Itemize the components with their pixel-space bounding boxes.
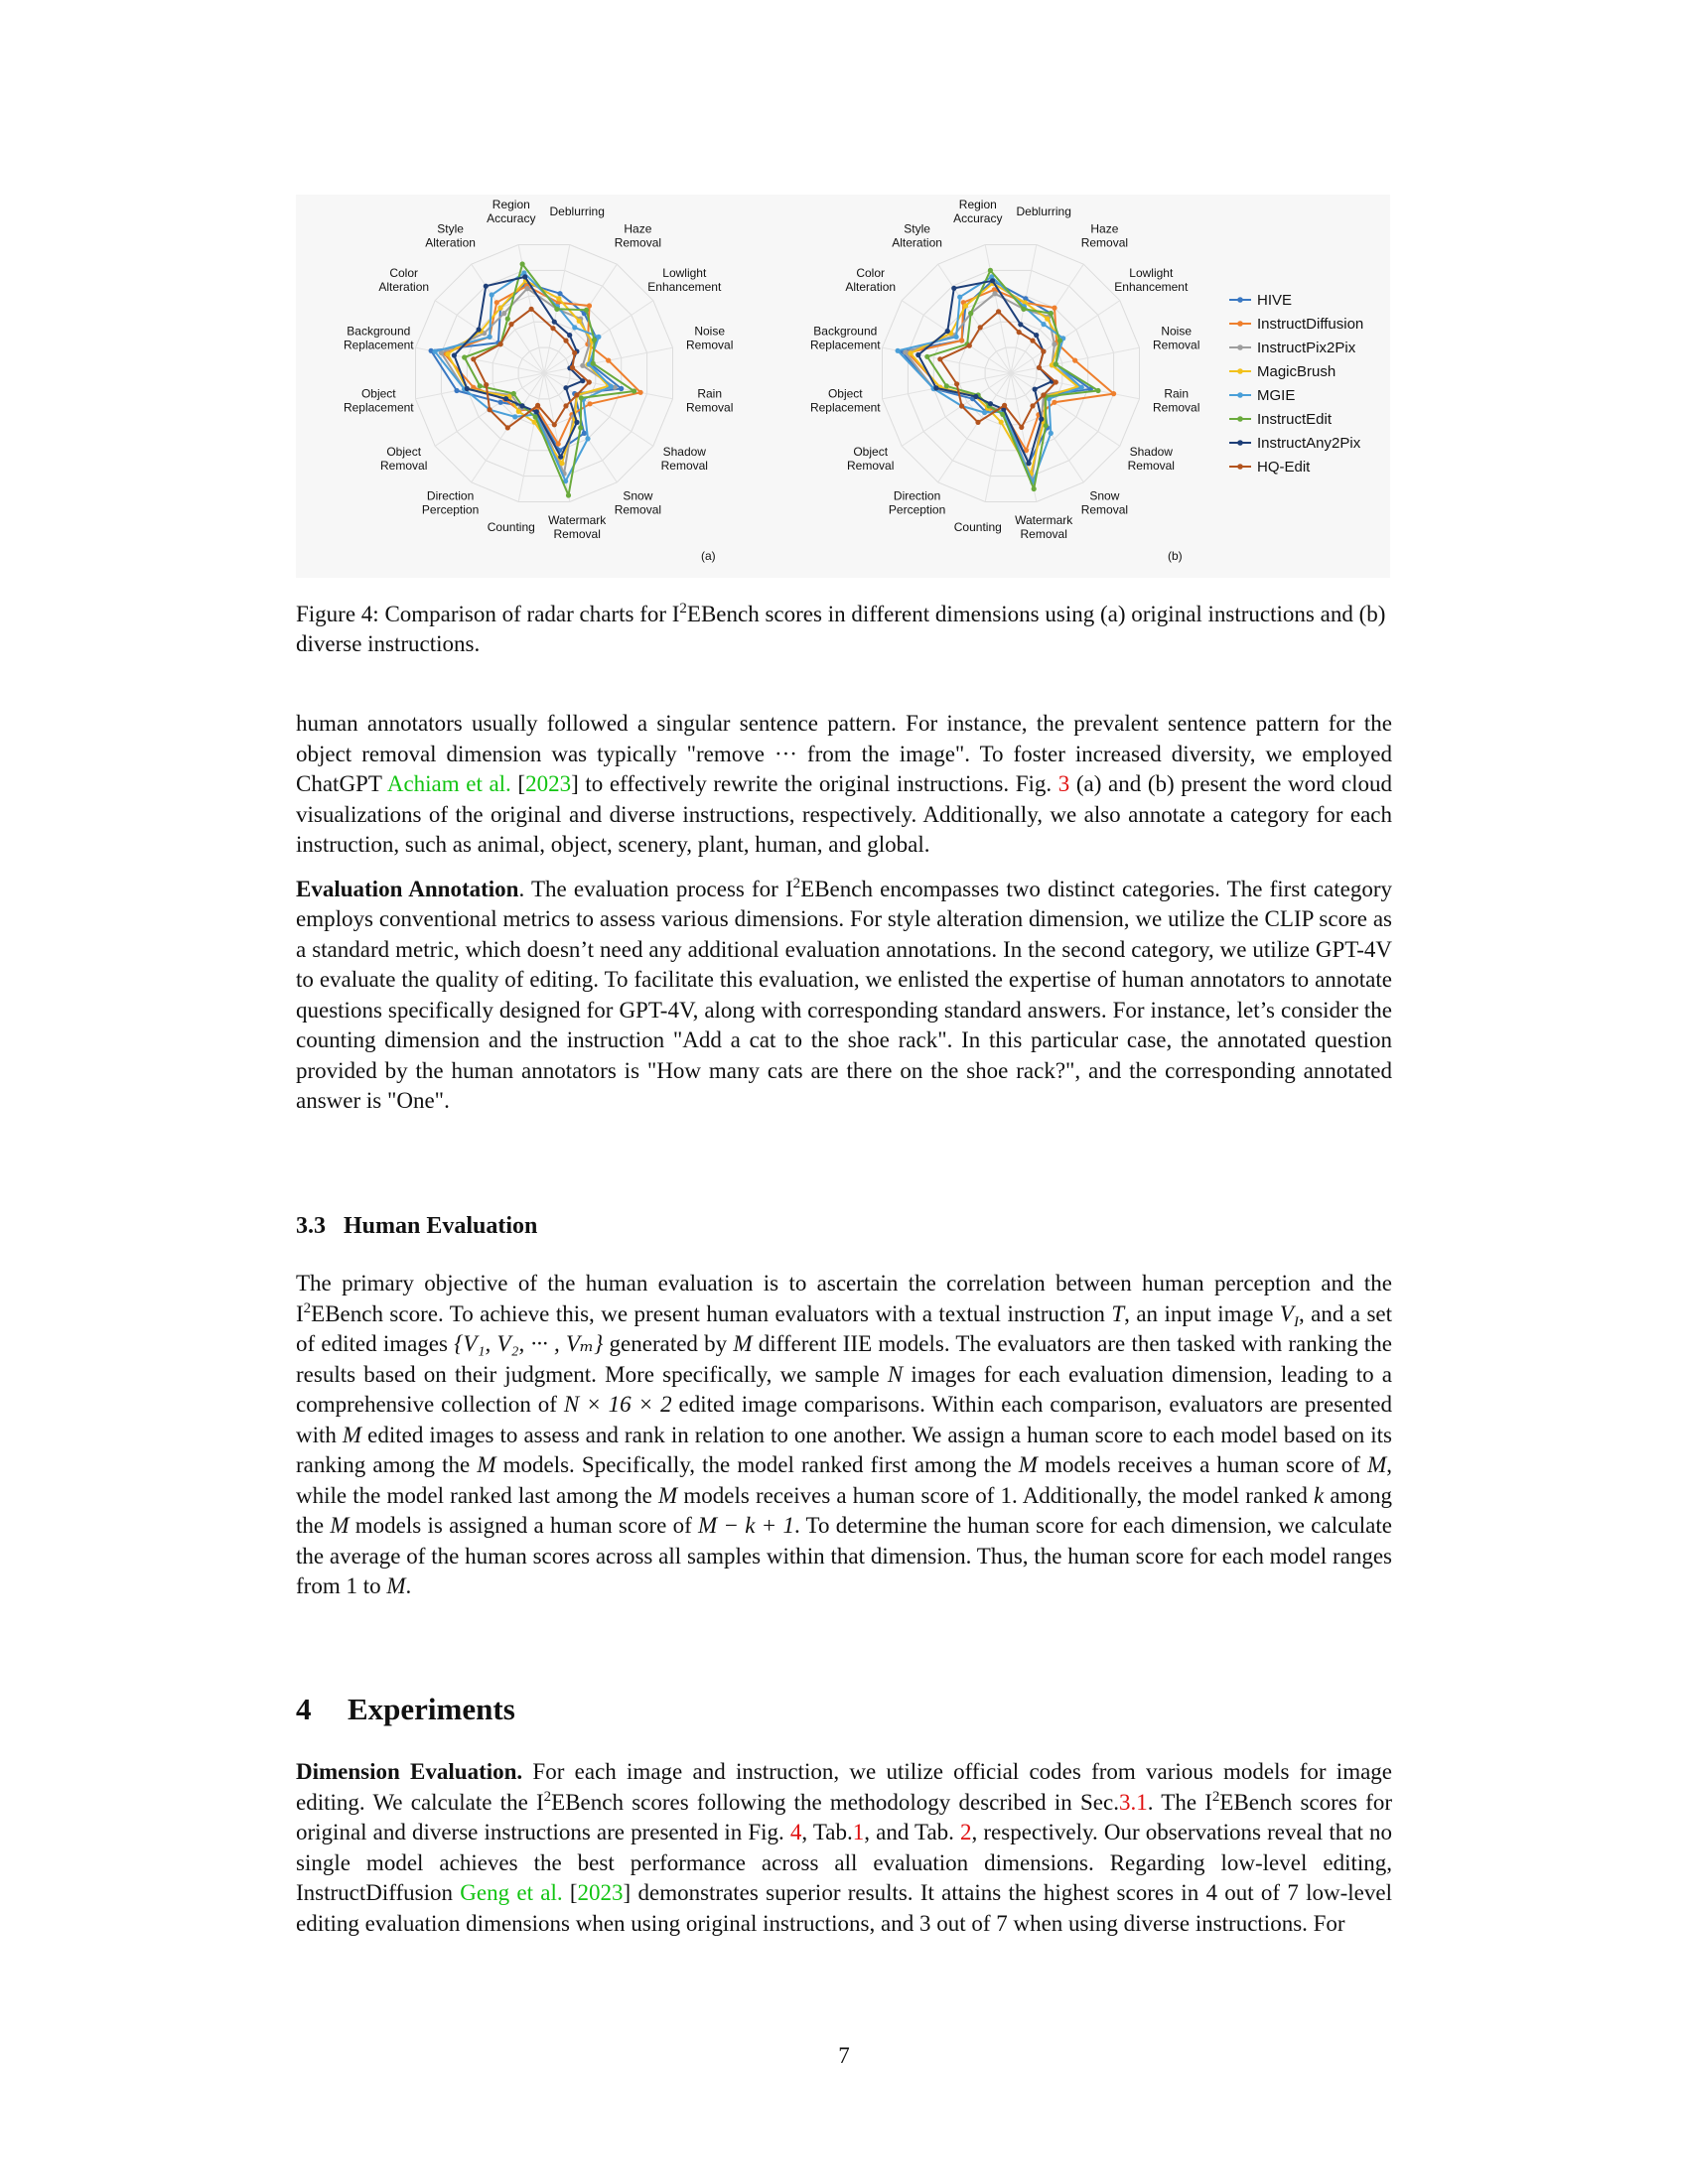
radar-axis-label: Region Accuracy <box>953 198 1003 226</box>
figure-ref-link[interactable]: 3 <box>1057 771 1070 796</box>
body-experiments <box>296 1757 1392 1953</box>
radar-axis-label: Background Replacement <box>343 324 414 352</box>
radar-point <box>957 295 962 300</box>
radar-point <box>1052 306 1056 311</box>
radar-point <box>488 407 492 412</box>
radar-point <box>1041 322 1046 327</box>
radar-axis-label: Object Replacement <box>343 386 414 415</box>
radar-point <box>557 291 562 296</box>
radar-axis-label: Region Accuracy <box>487 198 536 226</box>
radar-point <box>508 322 513 327</box>
radar-point <box>587 303 592 308</box>
table-ref-link[interactable]: 2 <box>960 1820 972 1844</box>
radar-point <box>452 352 457 357</box>
radar-point <box>577 319 582 324</box>
radar-point <box>503 396 508 401</box>
radar-point <box>1037 365 1042 370</box>
section-ref-link[interactable]: 3.1 <box>1118 1789 1148 1815</box>
radar-point <box>578 425 583 430</box>
radar-point <box>1017 330 1022 335</box>
section-heading-4: 4 Experiments <box>296 1692 515 1726</box>
citation-year-link[interactable]: 2023 <box>525 771 572 796</box>
radar-point <box>619 386 624 391</box>
radar-point <box>572 325 577 330</box>
page-number: 7 <box>838 2043 850 2068</box>
radar-point <box>529 307 534 312</box>
radar-point <box>903 349 908 354</box>
radar-point <box>471 356 476 361</box>
legend-marker <box>1237 464 1243 470</box>
radar-point <box>462 354 467 359</box>
radar-point <box>558 455 563 460</box>
radar-point <box>432 349 437 354</box>
radar-axis-label: Rain Removal <box>686 386 734 415</box>
radar-point <box>988 401 993 406</box>
radar-point <box>933 385 938 390</box>
radar-point <box>454 388 459 393</box>
section-heading-3-3: 3.3 Human Evaluation <box>296 1213 538 1239</box>
body-human-eval <box>296 1269 1392 1616</box>
radar-point <box>1111 391 1116 396</box>
radar-axis-label: Snow Removal <box>614 488 662 517</box>
radar-point <box>1032 486 1037 491</box>
radar-point <box>445 351 450 356</box>
radar-point <box>1041 392 1046 397</box>
radar-point <box>591 361 596 366</box>
radar-point <box>945 329 950 334</box>
radar-point <box>1057 338 1062 342</box>
radar-axis-label: Lowlight Enhancement <box>647 266 722 294</box>
radar-point <box>556 296 561 301</box>
radar-point <box>999 420 1004 425</box>
radar-point <box>522 274 527 279</box>
radar-axis-label: Haze Removal <box>614 221 662 250</box>
radar-point <box>552 422 557 427</box>
radar-axis-label: Background Replacement <box>809 324 881 352</box>
radar-point <box>1030 403 1035 408</box>
radar-axis-label: Noise Removal <box>1153 324 1200 352</box>
radar-point <box>570 365 575 370</box>
radar-point <box>1034 333 1039 338</box>
radar-axis-label: Shadow Removal <box>660 445 708 473</box>
radar-point <box>520 261 525 266</box>
panel-label: (b) <box>1168 549 1183 563</box>
radar-point <box>1054 361 1058 366</box>
table-ref-link[interactable]: 1 <box>852 1820 865 1844</box>
radar-axis-label: Style Alteration <box>425 221 476 250</box>
body-top <box>296 709 1392 1131</box>
radar-point <box>554 307 559 312</box>
radar-point <box>937 356 942 361</box>
radar-point <box>988 268 993 273</box>
radar-axis-label: Noise Removal <box>686 324 734 352</box>
radar-point <box>563 403 568 408</box>
radar-point <box>975 420 980 425</box>
radar-point <box>505 317 510 322</box>
legend-entry: HIVE <box>1257 292 1293 309</box>
radar-point <box>1021 307 1026 312</box>
radar-point <box>550 326 555 331</box>
radar-point <box>973 394 978 399</box>
radar-point <box>951 286 956 291</box>
radar-figure <box>296 195 1390 578</box>
radar-point <box>494 300 499 305</box>
radar-point <box>1041 348 1046 353</box>
radar-point <box>490 292 494 297</box>
radar-point <box>1030 339 1035 343</box>
radar-point <box>552 320 557 325</box>
radar-point <box>535 403 540 408</box>
legend-entry: InstructEdit <box>1257 411 1333 428</box>
legend-entry: InstructPix2Pix <box>1257 340 1356 356</box>
radar-point <box>1079 385 1084 390</box>
radar-point <box>896 348 901 353</box>
radar-point <box>572 350 577 355</box>
paragraph-dimension-evaluation: Dimension Evaluation. For each image and instruction, we utilize official codes from various models for image editing. We calculate the $I^2EBench$ scores following the methodology described in Sec.3.1. The $I^2EBench$ scores for original and diverse instructions are presented in Fig. 4, Tab.1, and Tab. 2, respectively. Our observations reveal that no single model achieves the best performance across all evaluation dimensions. Regarding low-level editing, InstructDiffusion Geng et al. [2023] demonstrates superior results. It attains the highest scores in 4 out of 7 low-level editing evaluation dimensions when using original instructions, and 3 out of 7 when using diverse instructions. For <box>296 1759 1392 1936</box>
radar-point <box>992 291 997 296</box>
radar-point <box>1095 388 1100 393</box>
radar-point <box>519 403 524 408</box>
radar-axis-label: Object Replacement <box>809 386 881 415</box>
radar-point <box>511 391 516 396</box>
radar-point <box>596 335 601 340</box>
radar-axis-label: Deblurring <box>549 205 605 219</box>
radar-point <box>484 382 489 387</box>
legend-marker <box>1237 368 1243 374</box>
radar-point <box>484 284 489 289</box>
radar-point <box>959 338 964 342</box>
radar-point <box>1049 311 1054 316</box>
radar-point <box>1072 358 1077 363</box>
figure-caption: Figure 4: Comparison of radar charts for $I^2EBench$ scores in different dimensions using (a) original instructions and (b) diverse instructions. <box>296 601 1386 656</box>
radar-point <box>967 343 972 348</box>
radar-axis-label: Object Removal <box>847 445 895 473</box>
radar-point <box>990 278 995 283</box>
radar-axis-label: Color Alteration <box>845 266 897 294</box>
radar-point <box>1052 400 1056 405</box>
radar-point <box>566 492 571 497</box>
radar-axis-label: Color Alteration <box>378 266 430 294</box>
radar-point <box>968 311 973 316</box>
radar-axis-label: Style Alteration <box>892 221 942 250</box>
legend-entry: InstructDiffusion <box>1257 316 1364 333</box>
radar-point <box>944 383 949 388</box>
radar-axis-label: Haze Removal <box>1080 221 1129 250</box>
radar-point <box>488 335 492 340</box>
paragraph-human-evaluation: The primary objective of the human evaluation is to ascertain the correlation between human perception and the $I^2EBench$ score. To achieve this, we present human evaluators with a textual instruction T, an input image $V_I$, and a set of edited images {V₁, V₂, ··· , Vₘ} generated by M different IIE models. The evaluators are then tasked with ranking the results based on their judgment. More specifically, we sample N images for each evaluation dimension, leading to a comprehensive collection of N × 16 × 2 edited image comparisons. Within each comparison, evaluators are presented with M edited images to assess and rank in relation to one another. We assign a human score to each model based on its ranking among the M models. Specifically, the model ranked first among the M models receives a human score of M, while the model ranked last among the M models receives a human score of 1. Additionally, the model ranked k among the M models is assigned a human score of M − k + 1. To determine the human score for each dimension, we calculate the average of the human scores across all samples within that dimension. Thus, the human score for each model ranges from 1 to M. <box>296 1271 1393 1598</box>
legend-entry: InstructAny2Pix <box>1257 435 1361 452</box>
radar-point <box>1018 322 1023 327</box>
paragraph-instructions: human annotators usually followed a singular sentence pattern. For instance, the prevalent sentence pattern for the object removal dimension was typically "remove ··· from the image". To foster increased diversity, we employed ChatGPT Achiam et al. [2023] to effectively rewrite the original instructions. Fig. 3 (a) and (b) present the word cloud visualizations of the original and diverse instructions, respectively. Additionally, we also annotate a category for each instruction, such as animal, object, scenery, plant, human, and global. <box>296 711 1392 857</box>
radar-point <box>638 390 643 395</box>
radar-point <box>1026 461 1031 466</box>
panel-label: (a) <box>701 549 716 563</box>
radar-point <box>1039 417 1044 422</box>
radar-point <box>556 442 561 447</box>
radar-charts <box>296 195 1390 578</box>
radar-point <box>1033 387 1038 392</box>
radar-point <box>978 325 983 330</box>
figure-ref-link[interactable]: 4 <box>789 1820 802 1844</box>
radar-point <box>954 335 959 340</box>
radar-point <box>478 383 483 388</box>
radar-point <box>574 420 579 425</box>
radar-point <box>512 414 517 419</box>
legend-marker <box>1237 440 1243 446</box>
radar-point <box>632 388 636 393</box>
radar-point <box>1052 341 1056 346</box>
radar-point <box>588 401 593 406</box>
legend-marker <box>1237 392 1243 398</box>
radar-axis-label: Lowlight Enhancement <box>1114 266 1189 294</box>
radar-point <box>908 350 913 355</box>
radar-point <box>580 363 585 368</box>
radar-point <box>563 385 568 390</box>
radar-point <box>516 409 521 414</box>
paragraph-evaluation-annotation: Evaluation Annotation. The evaluation process for $I^2EBench$ encompasses two distinct categories. The first category employs conventional metrics to assess various dimensions. For style alteration dimension, we utilize the CLIP score as a standard metric, which doesn’t need any additional evaluation annotations. In the second category, we utilize GPT-4V to evaluate the quality of editing. To facilitate this evaluation, we enlisted the expertise of human annotators to annotate questions specifically designed for GPT-4V, along with corresponding standard answers. For instance, let’s consider the counting dimension and the instruction "Add a cat to the shoe rack". In this particular case, the annotated question provided by the human annotators is "How many cats are there on the shoe rack?", and the corresponding annotated answer is "One". <box>296 875 1393 1113</box>
radar-point <box>524 286 529 291</box>
radar-point <box>585 436 590 441</box>
radar-point <box>996 309 1001 314</box>
radar-point <box>982 410 987 415</box>
radar-axis-label: Deblurring <box>1016 205 1071 219</box>
radar-point <box>582 431 587 436</box>
legend-marker <box>1237 321 1243 327</box>
radar-point <box>587 379 592 384</box>
legend-marker <box>1237 297 1243 303</box>
radar-point <box>1045 317 1050 322</box>
radar-point <box>563 339 568 343</box>
radar-point <box>584 308 589 313</box>
radar-point <box>477 327 482 332</box>
radar-point <box>505 425 510 430</box>
radar-axis-label: Watermark Removal <box>1015 512 1073 541</box>
radar-axis-label: Counting <box>487 519 535 534</box>
citation-link[interactable]: Achiam et al. <box>386 771 511 796</box>
legend-entry: MGIE <box>1257 387 1296 404</box>
legend-entry: MagicBrush <box>1257 363 1336 380</box>
radar-axis-label: Object Removal <box>380 445 428 473</box>
radar-point <box>498 341 503 346</box>
radar-point <box>465 386 470 391</box>
radar-axis-label: Direction Perception <box>421 488 480 517</box>
radar-point <box>559 461 564 466</box>
radar-axis-label: Direction Perception <box>888 488 946 517</box>
radar-point <box>606 358 611 363</box>
legend-entry: HQ-Edit <box>1257 459 1311 476</box>
radar-point <box>592 338 597 342</box>
radar-point <box>959 403 964 408</box>
citation-year-link[interactable]: 2023 <box>577 1880 624 1905</box>
radar-point <box>954 381 959 386</box>
radar-axis-label: Rain Removal <box>1153 386 1200 415</box>
citation-link[interactable]: Geng et al. <box>460 1880 563 1905</box>
radar-point <box>609 384 614 389</box>
radar-point <box>1054 379 1058 384</box>
radar-point <box>1019 425 1024 430</box>
radar-point <box>534 409 539 414</box>
radar-axis-label: Counting <box>953 519 1002 534</box>
radar-point <box>963 303 968 308</box>
radar-axis-label: Shadow Removal <box>1127 445 1175 473</box>
radar-axis-label: Watermark Removal <box>548 512 607 541</box>
radar-point <box>1049 431 1054 436</box>
radar-point <box>567 333 572 338</box>
radar-point <box>1002 403 1007 408</box>
radar-point <box>924 354 929 359</box>
legend-marker <box>1237 344 1243 350</box>
radar-axis-label: Snow Removal <box>1080 488 1129 517</box>
radar-point <box>579 395 584 400</box>
radar-point <box>574 392 579 397</box>
legend-marker <box>1237 416 1243 422</box>
radar-point <box>497 306 502 311</box>
radar-point <box>1044 423 1049 428</box>
radar-point <box>498 400 503 405</box>
radar-point <box>501 311 506 316</box>
radar-point <box>915 352 920 357</box>
